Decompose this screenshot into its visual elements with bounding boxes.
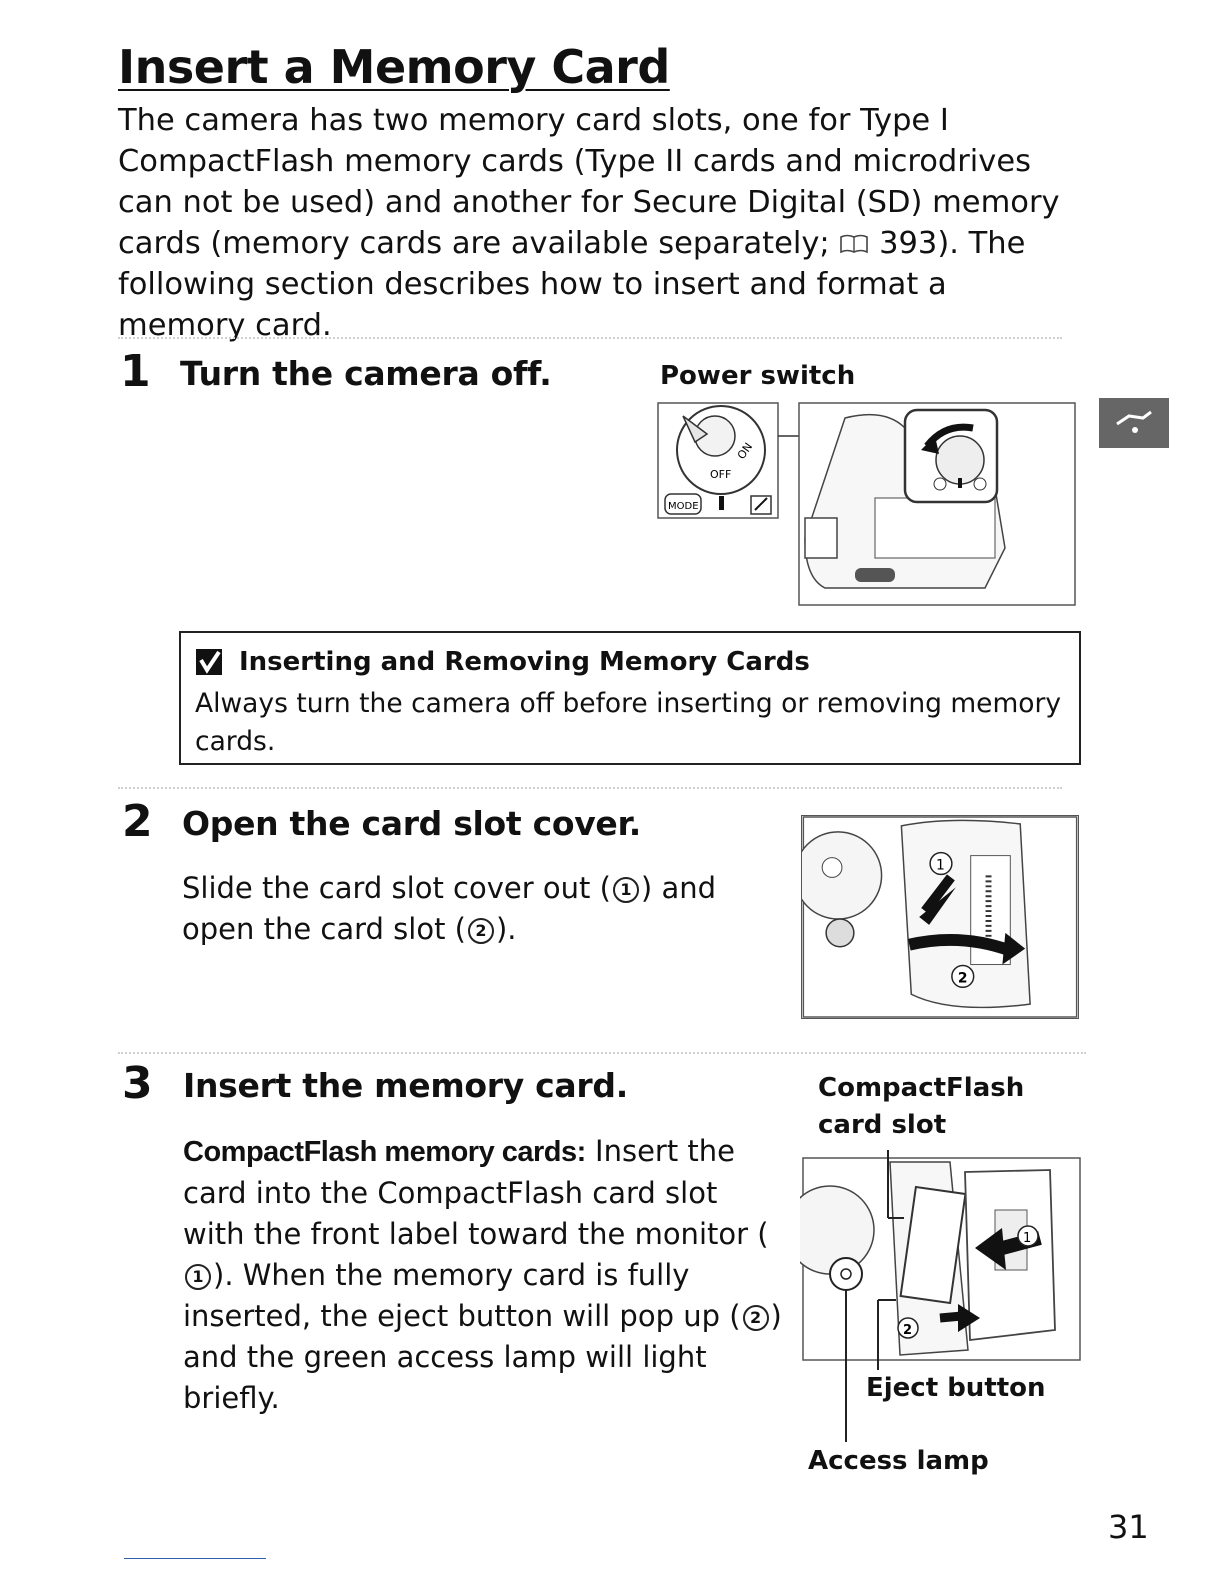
page-title: Insert a Memory Card xyxy=(118,40,670,94)
intro-text-2: (SD) memory cards (memory cards are available separately; xyxy=(118,185,1060,261)
book-reference-icon xyxy=(839,233,869,255)
camera-tab-icon xyxy=(1099,398,1169,448)
access-lamp-callout: Access lamp xyxy=(808,1446,989,1476)
dial-mode-text: MODE xyxy=(668,501,699,512)
marker-2: 2 xyxy=(468,918,494,944)
step-3-text-a: Insert the card into the CompactFlash card slot with the front label toward the monitor ( xyxy=(183,1134,769,1251)
intro-secure: Secure xyxy=(632,185,738,220)
eject-button-callout: Eject button xyxy=(866,1373,1046,1403)
fig2-marker-1: 1 xyxy=(936,857,945,874)
step-2-title: Open the card slot cover. xyxy=(182,804,642,843)
separator xyxy=(118,1052,1086,1054)
step-1-title: Turn the camera off. xyxy=(180,354,552,393)
step-2-text-b: ) and open the card slot ( xyxy=(182,871,717,946)
marker-2: 2 xyxy=(743,1305,769,1331)
card-slot-cover-illustration xyxy=(801,815,1079,1019)
fig3-marker-2: 2 xyxy=(903,1323,913,1338)
intro-page-ref: 393 xyxy=(879,226,938,261)
marker-1: 1 xyxy=(185,1264,211,1290)
step-2-text-c: ). xyxy=(495,912,517,946)
step-1-number: 1 xyxy=(120,346,151,397)
note-title: Inserting and Removing Memory Cards xyxy=(239,647,810,677)
step-3-text-c: ) and the green access lamp will light briefly. xyxy=(183,1299,782,1415)
dial-off-text: OFF xyxy=(710,468,732,481)
note-body: Always turn the camera off before inserting or removing memory cards. xyxy=(195,688,1062,757)
step-2-text xyxy=(182,868,742,950)
step-3-title: Insert the memory card. xyxy=(183,1066,628,1105)
intro-text: The camera has two memory card slots, one for Type I CompactFlash memory cards (Type II cards and microdrives can not be used) and another for xyxy=(118,103,1031,220)
power-switch-illustration xyxy=(655,398,1080,610)
dial-on-text: ON xyxy=(734,440,756,462)
intro-paragraph xyxy=(118,100,1078,346)
intro-space xyxy=(737,185,747,220)
separator xyxy=(118,787,1062,789)
note-box xyxy=(179,631,1081,765)
check-note-icon xyxy=(195,648,225,676)
page-number: 31 xyxy=(1108,1508,1149,1546)
separator xyxy=(118,337,1062,339)
footer-rule xyxy=(124,1558,266,1559)
note-title-row xyxy=(195,647,810,677)
step-2-number: 2 xyxy=(122,796,153,847)
step-3-text xyxy=(183,1131,783,1419)
fig2-marker-2: 2 xyxy=(957,970,968,987)
power-switch-label: Power switch xyxy=(660,361,856,391)
fig3-marker-1: 1 xyxy=(1023,1231,1032,1246)
step-3-lead: CompactFlash memory cards: xyxy=(183,1136,586,1168)
step-3-number: 3 xyxy=(122,1058,153,1109)
chapter-tab xyxy=(1099,398,1169,448)
intro-digital: Digital xyxy=(747,185,847,220)
marker-1: 1 xyxy=(613,877,639,903)
intro-text-3: ). The following section describes how to insert and format a memory card. xyxy=(118,226,1026,343)
step-3-text-b: ). When the memory card is fully inserted, the eject button will pop up ( xyxy=(183,1258,741,1333)
step-2-text-a: Slide the card slot cover out ( xyxy=(182,871,611,905)
cf-slot-callout: CompactFlash card slot xyxy=(818,1073,1025,1140)
